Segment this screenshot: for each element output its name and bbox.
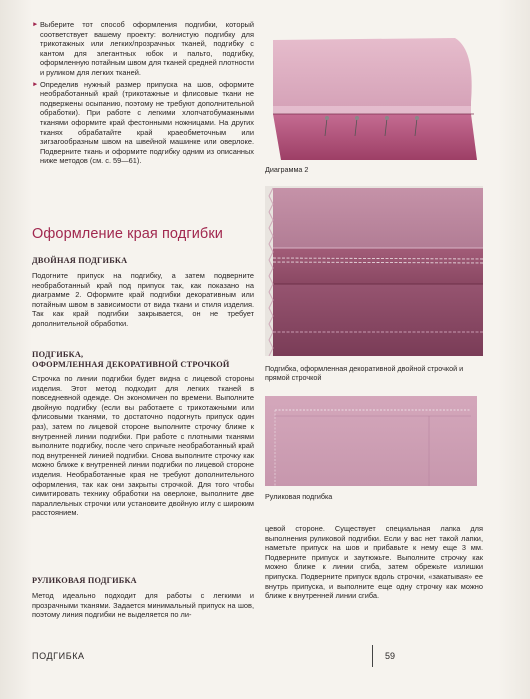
- bullet-list: [32, 20, 254, 166]
- photo-rolled-hem-caption: Руликовая подгибка: [265, 492, 333, 501]
- photo-rolled-hem-image: [265, 396, 477, 486]
- footer-section-name: ПОДГИБКА: [32, 651, 85, 661]
- double-hem-block: [32, 256, 254, 329]
- bullet-arrow-icon: ►: [32, 21, 39, 28]
- section-title: Оформление края подгибки: [32, 226, 223, 242]
- double-hem-body: Подогните припуск на подгибку, а затем подверните необработанный край под припуск так, как показано на диаграмме 2. Оформите край подгибки декоративным или потайным швом в зависимости от вида ткани и стиля изделия. Так как край подгибки закрывается, он не требует дополнительной обработки.: [32, 271, 254, 328]
- decorative-hem-heading-1: ПОДГИБКА,: [32, 350, 84, 359]
- decorative-hem-body: Строчка по линии подгибки будет видна с лицевой стороны изделия. Этот метод подходит для легких тканей в повседневной одежде. Он экономичен по времени. Выполните двойную подгибку (если вы работаете с трикотажными или флисовыми тканями, то достаточно подогнуть припуск один раз), затем по лицевой стороне выполните строчку ближе к внутренней линии подгибки. При работе с плотными тканями выполните подгибку, после чего спричьте необработанный край под внутренней линией подгибки. Снова выполните строчку как можно ближе к внутренней линии подгибки по лицевой стороне изделия. Необработанные края не требуют дополнительного оформления, так как они закрыты строчкой. Для того чтобы симитировать технику обработки на оверлоке, выполните две параллельных строчки или установите двойную иглу с широким расстоянием.: [32, 374, 254, 518]
- photo-decorative-stitch-caption: Подгибка, оформленная декоративной двойной строчкой и прямой строчкой: [265, 364, 464, 383]
- double-hem-heading: ДВОЙНАЯ ПОДГИБКА: [32, 256, 128, 265]
- bullet-item: ► Выберите тот способ оформления подгибки, который соответствует вашему проекту: волнистую подгибку для трикотажных или легких/прозрачных тканей, подгибку с кантом для элегантных юбок и пальто, подгибку, оформленную потайным швом для тканей средней плотности и руликом для легких тканей.: [32, 20, 254, 77]
- rolled-hem-block: [32, 576, 254, 620]
- photo-rolled-hem: [265, 396, 477, 486]
- diagram-2-illustration: [265, 32, 477, 160]
- photo-decorative-stitch: [265, 186, 483, 356]
- diagram-2-caption: Диаграмма 2: [265, 165, 309, 174]
- rolled-hem-heading: РУЛИКОВАЯ ПОДГИБКА: [32, 576, 137, 585]
- photo-decorative-stitch-image: [265, 186, 483, 356]
- footer-divider: [372, 645, 373, 667]
- decorative-hem-heading-2: ОФОРМЛЕННАЯ ДЕКОРАТИВНОЙ СТРОЧКОЙ: [32, 360, 230, 369]
- bullet-arrow-icon: ►: [32, 80, 39, 88]
- decorative-hem-block: [32, 350, 254, 518]
- rolled-hem-body-right: цевой стороне. Существует специальная лапка для выполнения руликовой подгибки. Если у вас нет такой лапки, наметьте припуск на шов и прибавьте к нему еще 3 мм. Подверните припуск и заутюжьте. Выполните строчку как можно ближе к линии сгиба, затем обрежьте излишки припуска. Подверните припуск вдоль строчки, «закатывая» ее внутрь припуска, и выполните еще одну строчку как можно ближе к внутренней линии сгиба.: [265, 524, 483, 601]
- bullet-item: ► Определив нужный размер припуска на шов, оформите необработанный край (трикотажные и флисовые ткани не подвержены осыпанию, поэтому не требуют дополнительной обработки). При работе с легкими хлопчатобумажными тканями оформите край фестонными ножницами. На других тканях обрабатайте край краеобметочным или зигзагообразным швом на швейной машинке или оверлоке. Подверните ткань и оформите подгибку одним из описанных ниже методов (см. с. 59—61).: [32, 79, 254, 166]
- rolled-hem-body-left: Метод идеально подходит для работы с легкими и прозрачными тканями. Задается минимальный припуск на шов, поэтому линия подгибки не выделяется по ли-: [32, 591, 254, 620]
- diagram-2: [265, 32, 477, 160]
- page-number: 59: [385, 651, 396, 661]
